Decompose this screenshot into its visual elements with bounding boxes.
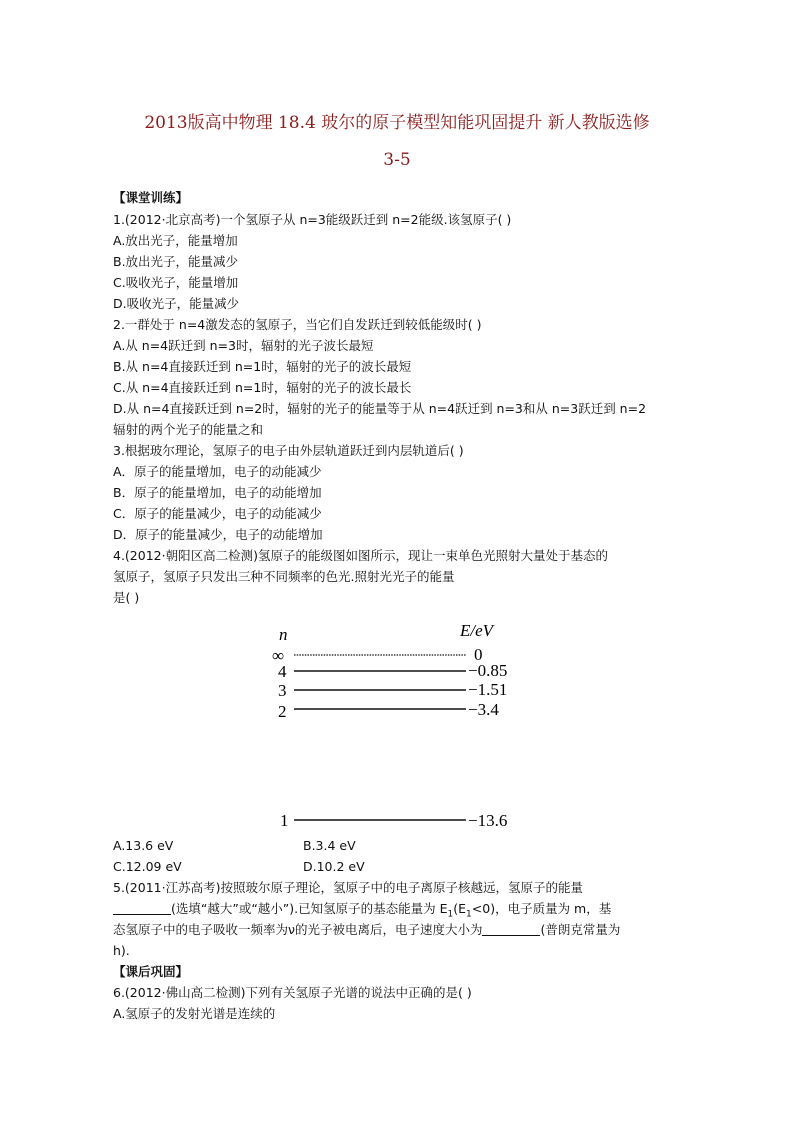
q5-line2-c: <0)，电子质量为 m，基 — [471, 901, 612, 916]
q5-line3-a: 态氢原子中的电子吸收一频率为ν的光子被电离后，电子速度大小为 — [113, 922, 483, 937]
q4-option-d: D.10.2 eV — [303, 859, 365, 874]
q5-line1: 5.(2011·江苏高考)按照玻尔原子理论，氢原子中的电子离原子核越远，氢原子的能量 — [113, 880, 583, 895]
q5-sub-1: 1 — [447, 909, 454, 920]
q3-option-c: C．原子的能量减少，电子的动能减少 — [113, 506, 322, 521]
q1-option-d: D.吸收光子，能量减少 — [113, 296, 240, 311]
level-n-inf: ∞ — [272, 646, 285, 665]
level-e-2: −3.4 — [468, 700, 499, 719]
q2-stem: 2.一群处于 n=4激发态的氢原子，当它们自发跃迁到较低能级时( ) — [113, 317, 482, 332]
q5-blank-1 — [113, 902, 171, 915]
q5-line2-a: (选填“越大”或“越小”).已知氢原子的基态能量为 E — [171, 901, 448, 916]
q4-option-c: C.12.09 eV — [113, 859, 182, 874]
level-e-4: −0.85 — [468, 661, 508, 680]
q5-line2-b: (E — [453, 901, 467, 916]
q6-stem: 6.(2012·佛山高二检测)下列有关氢原子光谱的说法中正确的是( ) — [113, 985, 472, 1000]
q4-stem: 4.(2012·朝阳区高二检测)氢原子的能级图如图所示，现让一束单色光照射大量处于基态的 — [113, 548, 608, 563]
q4-stem-cont: 氢原子，氢原子只发出三种不同频率的色光.照射光光子的能量 — [113, 569, 455, 584]
q2-option-d: D.从 n=4直接跃迁到 n=2时，辐射的光子的能量等于从 n=4跃迁到 n=3和从 n=3跃迁到 n=2 — [113, 401, 647, 416]
level-n-4: 4 — [278, 662, 287, 681]
q3-option-d: D．原子的能量减少，电子的动能增加 — [113, 527, 323, 542]
q5-line4: h). — [113, 943, 130, 958]
q4-option-b: B.3.4 eV — [303, 838, 356, 853]
q4-option-a: A.13.6 eV — [113, 838, 174, 853]
q1-option-c: C.吸收光子，能量增加 — [113, 275, 239, 290]
q2-option-d-cont: 辐射的两个光子的能量之和 — [113, 422, 264, 437]
q5-line3 — [113, 922, 620, 937]
document-title-cont: 3-5 — [383, 150, 411, 170]
q3-option-a: A．原子的能量增加，电子的动能减少 — [113, 464, 322, 479]
level-n-3: 3 — [278, 681, 287, 700]
q3-option-b: B．原子的能量增加，电子的动能增加 — [113, 485, 322, 500]
q5-sub-2: 1 — [466, 909, 472, 920]
q5-line3-b: (普朗克常量为 — [540, 922, 621, 937]
energy-axis-label — [459, 621, 496, 640]
q2-option-b: B.从 n=4直接跃迁到 n=1时，辐射的光子的波长最短 — [113, 359, 412, 374]
energy-level-diagram — [250, 612, 550, 832]
q3-stem: 3.根据玻尔理论，氢原子的电子由外层轨道跃迁到内层轨道后( ) — [113, 443, 464, 458]
q6-option-a: A.氢原子的发射光谱是连续的 — [113, 1006, 276, 1021]
q1-option-b: B.放出光子，能量减少 — [113, 254, 239, 269]
q5-blank-2 — [482, 923, 540, 936]
level-e-3: −1.51 — [468, 680, 508, 699]
level-n-1: 1 — [280, 811, 289, 830]
document-title: 2013版高中物理 18.4 玻尔的原子模型知能巩固提升 新人教版选修 — [144, 113, 650, 133]
q1-stem: 1.(2012·北京高考)一个氢原子从 n=3能级跃迁到 n=2能级.该氢原子( ) — [113, 212, 512, 227]
q2-option-c: C.从 n=4直接跃迁到 n=1时，辐射的光子的波长最长 — [113, 380, 412, 395]
level-n-2: 2 — [278, 702, 287, 721]
energy-axis-label-text: E/eV — [460, 621, 494, 640]
q4-stem-end: 是( ) — [113, 590, 140, 605]
q5-line2 — [113, 901, 611, 923]
q2-option-a: A.从 n=4跃迁到 n=3时，辐射的光子波长最短 — [113, 338, 374, 353]
level-e-1: −13.6 — [468, 811, 508, 830]
section-class-training: 【课堂训练】 — [113, 190, 189, 205]
q1-option-a: A.放出光子，能量增加 — [113, 233, 238, 248]
section-after-class: 【课后巩固】 — [113, 964, 189, 979]
level-e-inf: 0 — [474, 645, 483, 664]
n-axis-label: n — [279, 625, 288, 644]
